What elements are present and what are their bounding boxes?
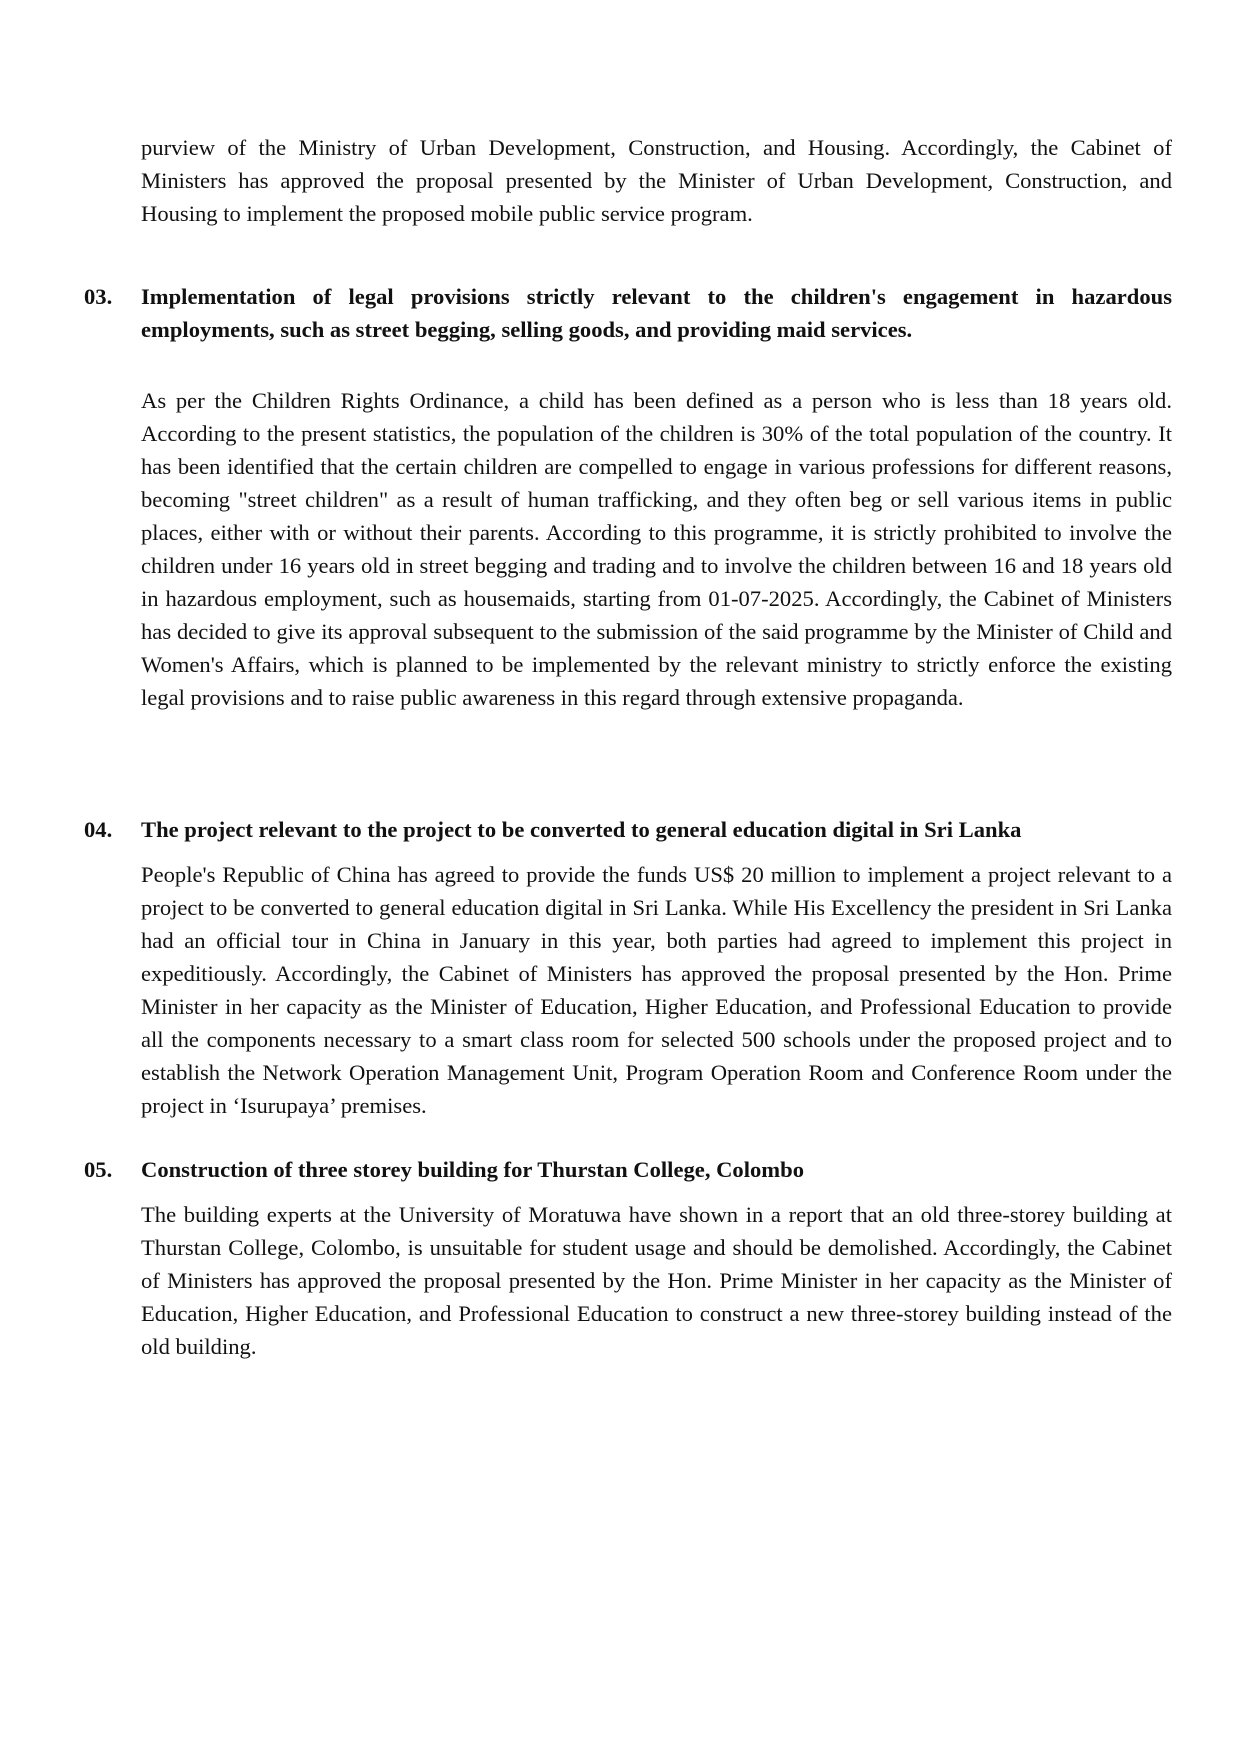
section-title: Construction of three storey building for Thurstan College, Colombo xyxy=(141,1157,804,1182)
section-body-05: The building experts at the University of Moratuwa have shown in a report that an old three-storey building at Thurstan College, Colombo, is unsuitable for student usage and should be demolished. Accordingly, the Cabinet of Ministers has approved the proposal presented by the Hon. Prime Minister in her capacity as the Minister of Education, Higher Education, and Professional Education to construct a new three-storey building instead of the old building. xyxy=(141,1202,1172,1359)
section-heading-04 xyxy=(84,813,1172,846)
continuation-paragraph: purview of the Ministry of Urban Development, Construction, and Housing. Accordingly, the Cabinet of Ministers has approved the proposal presented by the Minister of Urban Development, Construction, and Housing to implement the proposed mobile public service program. xyxy=(141,135,1172,226)
section-heading-03 xyxy=(84,280,1172,346)
section-number: 04. xyxy=(84,817,113,842)
section-title: The project relevant to the project to be converted to general education digital in Sri Lanka xyxy=(141,817,1022,842)
section-body-03: As per the Children Rights Ordinance, a child has been defined as a person who is less than 18 years old. According to the present statistics, the population of the children is 30% of the total population of the country. It has been identified that the certain children are compelled to engage in various professions for different reasons, becoming "street children" as a result of human trafficking, and they often beg or sell various items in public places, either with or without their parents. According to this programme, it is strictly prohibited to involve the children under 16 years old in street begging and trading and to involve the children between 16 and 18 years old in hazardous employment, such as housemaids, starting from 01-07-2025. Accordingly, the Cabinet of Ministers has decided to give its approval subsequent to the submission of the said programme by the Minister of Child and Women's Affairs, which is planned to be implemented by the relevant ministry to strictly enforce the existing legal provisions and to raise public awareness in this regard through extensive propaganda. xyxy=(141,388,1172,710)
section-heading-05 xyxy=(84,1153,1172,1186)
section-number: 05. xyxy=(84,1157,113,1182)
section-body-04: People's Republic of China has agreed to provide the funds US$ 20 million to implement a project relevant to a project to be converted to general education digital in Sri Lanka. While His Excellency the president in Sri Lanka had an official tour in China in January in this year, both parties had agreed to implement this project in expeditiously. Accordingly, the Cabinet of Ministers has approved the proposal presented by the Hon. Prime Minister in her capacity as the Minister of Education, Higher Education, and Professional Education to provide all the components necessary to a smart class room for selected 500 schools under the proposed project and to establish the Network Operation Management Unit, Program Operation Room and Conference Room under the project in ‘Isurupaya’ premises. xyxy=(141,862,1172,1118)
section-number: 03. xyxy=(84,284,113,309)
section-title: Implementation of legal provisions strictly relevant to the children's engagement in hazardous employments, such as street begging, selling goods, and providing maid services. xyxy=(141,284,1172,342)
